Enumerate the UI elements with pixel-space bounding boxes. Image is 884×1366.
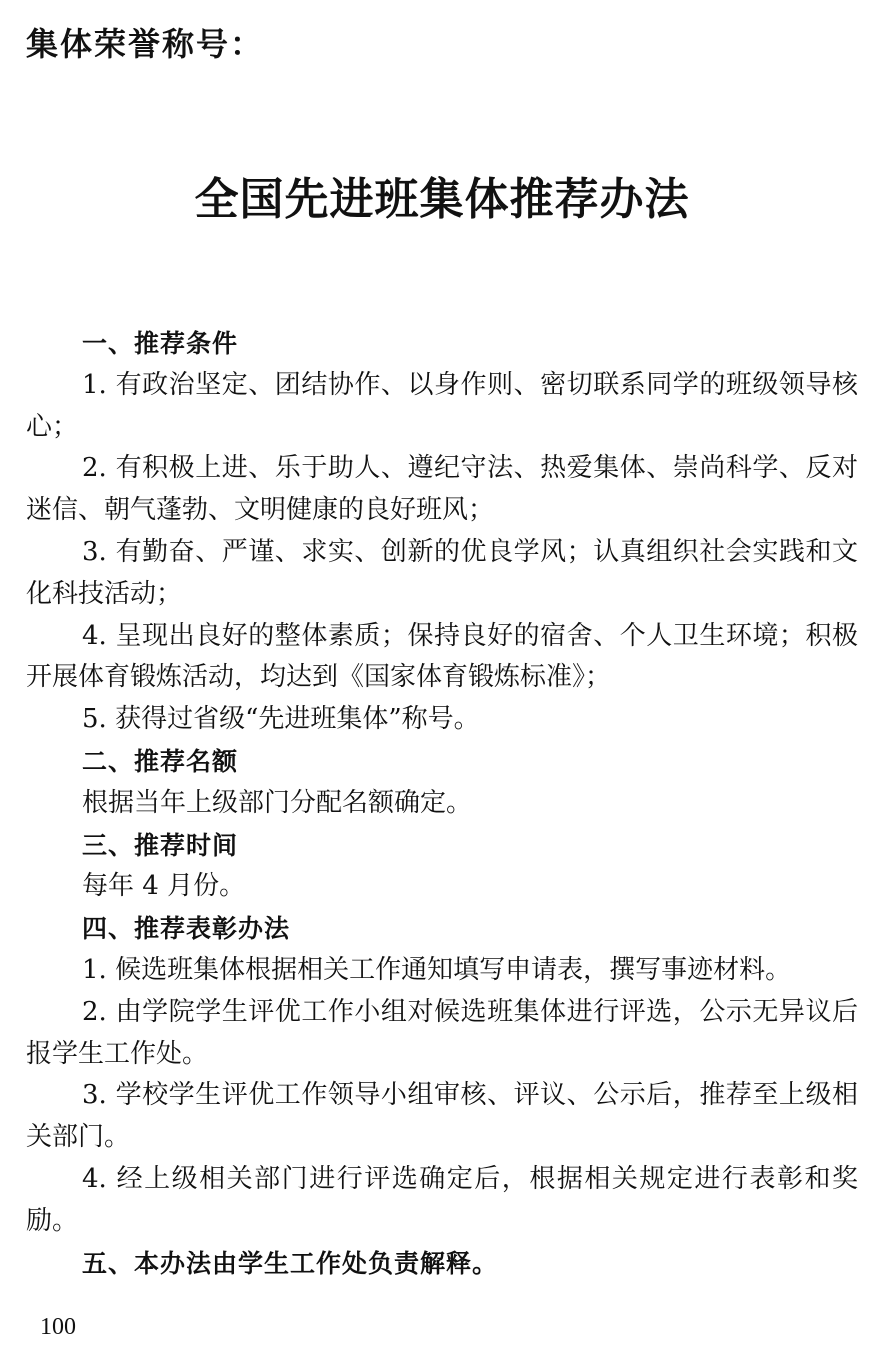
section-heading: 二、推荐名额 [82, 746, 239, 776]
paragraph: 根据当年上级部门分配名额确定。 [82, 787, 473, 818]
section-heading: 一、推荐条件 [82, 329, 239, 358]
paragraph: 2. 由学院学生评优工作小组对候选班集体进行评选，公示无异议后报学生工作处。 [26, 996, 858, 1069]
paragraph: 4. 呈现出良好的整体素质；保持良好的宿舍、个人卫生环境；积极开展体育锻炼活动，均达到《国家体育锻炼标准》； [26, 620, 858, 693]
section-header: 集体荣誉称号： [26, 25, 265, 63]
paragraph: 每年 4 月份。 [82, 871, 246, 902]
paragraph: 2. 有积极上进、乐于助人、遵纪守法、热爱集体、崇尚科学、反对迷信、朝气蓬勃、文明健康的良好班风； [26, 453, 858, 526]
paragraph: 4. 经上级相关部门进行评选确定后，根据相关规定进行表彰和奖励。 [26, 1163, 858, 1236]
document-title: 全国先进班集体推荐办法 [194, 174, 690, 225]
paragraph: 3. 学校学生评优工作领导小组审核、评议、公示后，推荐至上级相关部门。 [26, 1080, 858, 1153]
paragraph: 3. 有勤奋、严谨、求实、创新的优良学风；认真组织社会实践和文化科技活动； [26, 536, 858, 609]
section-heading: 五、本办法由学生工作处负责解释。 [82, 1248, 499, 1278]
document-body [26, 323, 858, 1284]
paragraph: 5. 获得过省级“先进班集体”称号。 [82, 704, 480, 735]
paragraph: 1. 候选班集体根据相关工作通知填写申请表，撰写事迹材料。 [82, 954, 792, 985]
section-heading: 四、推荐表彰办法 [82, 914, 291, 944]
section-heading: 三、推荐时间 [82, 830, 239, 860]
page-number: 100 [40, 1314, 76, 1340]
paragraph: 1. 有政治坚定、团结协作、以身作则、密切联系同学的班级领导核心； [26, 369, 858, 442]
